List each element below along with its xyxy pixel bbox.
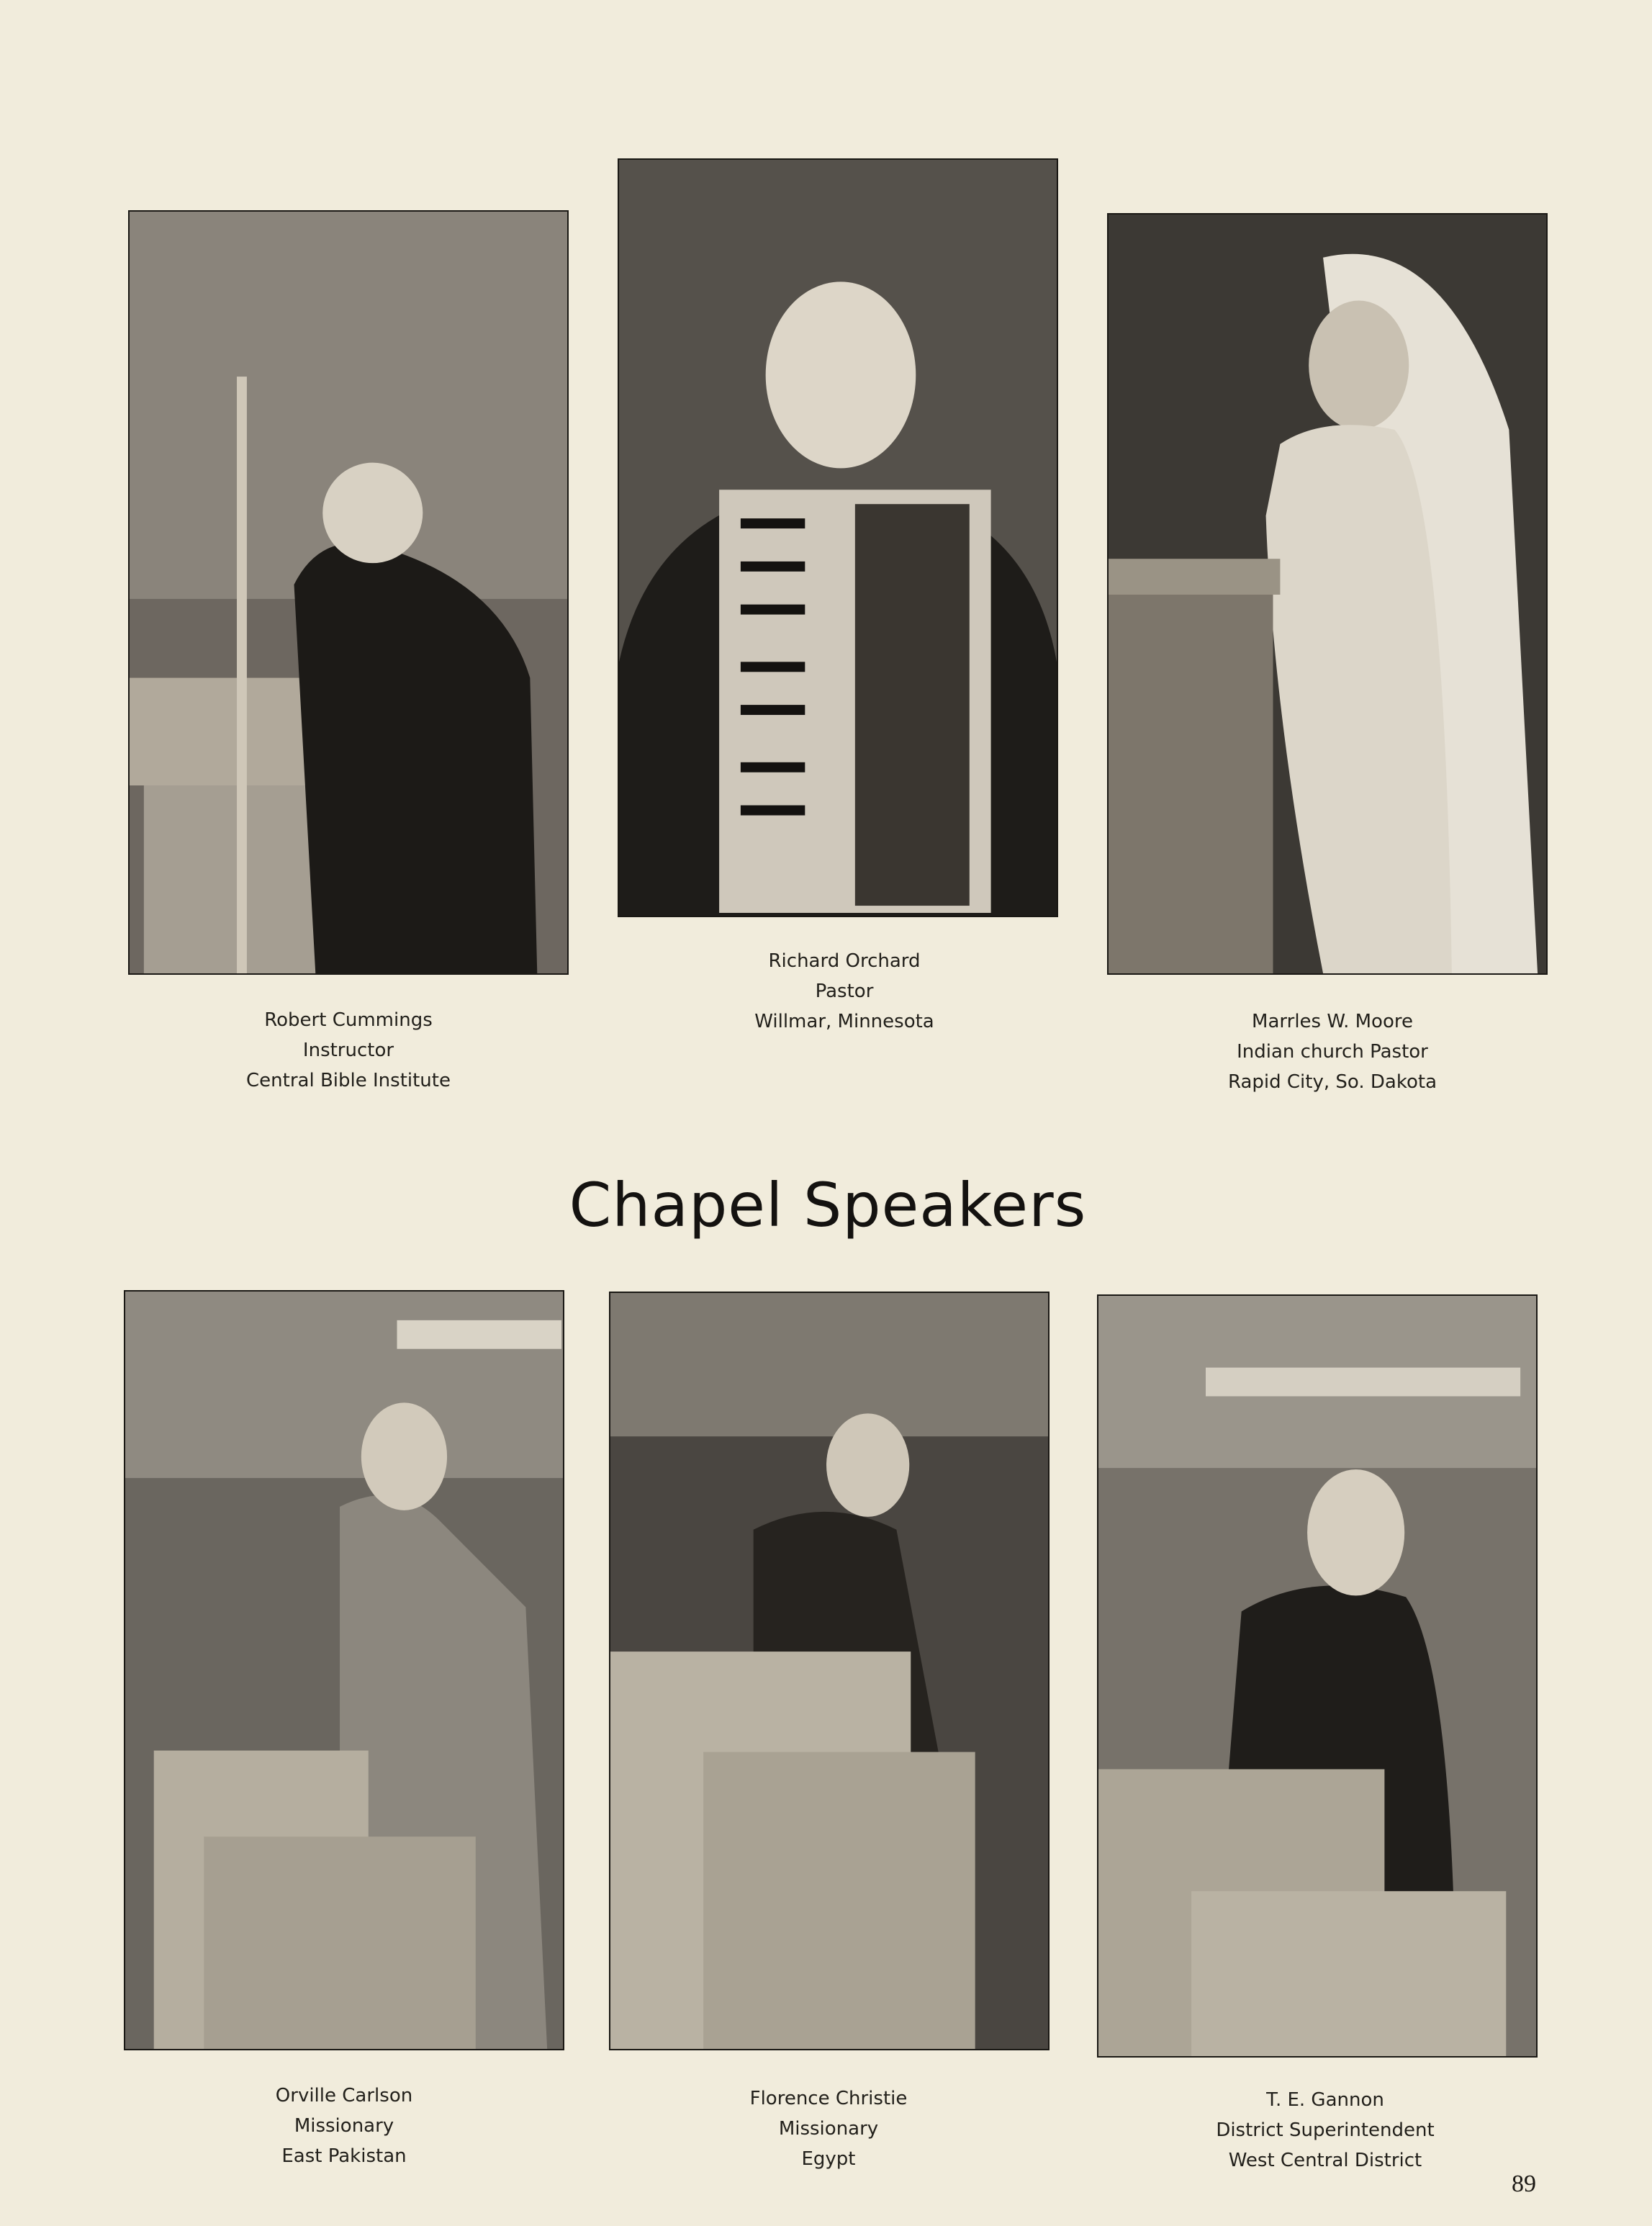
photo-content [1109, 215, 1546, 973]
speaker-name: Orville Carlson [275, 2085, 413, 2106]
speaker-place: Willmar, Minnesota [754, 1011, 934, 1032]
photo-content [610, 1293, 1048, 2049]
speaker-place: Egypt [801, 2148, 856, 2170]
speaker-place: West Central District [1228, 2150, 1422, 2171]
speaker-photo-robert-cummings [128, 210, 569, 975]
speaker-photo-orville-carlson [124, 1290, 564, 2050]
caption-te-gannon [1124, 2085, 1527, 2176]
speaker-photo-florence-christie [609, 1292, 1050, 2050]
page-number: 89 [1512, 2171, 1536, 2197]
speaker-photo-marrles-moore [1107, 213, 1548, 975]
speaker-role: Pastor [815, 981, 874, 1002]
photo-content [619, 160, 1057, 916]
speaker-role: Instructor [302, 1040, 394, 1061]
speaker-photo-te-gannon [1097, 1294, 1538, 2058]
photo-content [125, 1292, 563, 2049]
speaker-name: Florence Christie [749, 2088, 908, 2109]
caption-marrles-moore [1131, 1006, 1534, 1097]
speaker-role: Missionary [294, 2115, 394, 2137]
speaker-role: Indian church Pastor [1237, 1041, 1428, 1063]
speaker-place: East Pakistan [281, 2145, 407, 2167]
caption-robert-cummings [147, 1005, 550, 1096]
speaker-name: Robert Cummings [264, 1009, 433, 1031]
speaker-place: Central Bible Institute [246, 1070, 451, 1091]
speaker-role: Missionary [778, 2118, 879, 2140]
speaker-name: Richard Orchard [768, 950, 921, 972]
speaker-name: T. E. Gannon [1266, 2089, 1384, 2111]
caption-florence-christie [627, 2083, 1030, 2174]
photo-content [130, 212, 567, 973]
speaker-role: District Superintendent [1216, 2119, 1435, 2141]
caption-orville-carlson [143, 2081, 546, 2171]
speaker-place: Rapid City, So. Dakota [1227, 1071, 1437, 1093]
speaker-name: Marrles W. Moore [1252, 1011, 1413, 1032]
caption-richard-orchard [643, 946, 1046, 1037]
page-title: Chapel Speakers [569, 1170, 1087, 1240]
speaker-photo-richard-orchard [618, 158, 1058, 917]
photo-content [1098, 1296, 1536, 2056]
